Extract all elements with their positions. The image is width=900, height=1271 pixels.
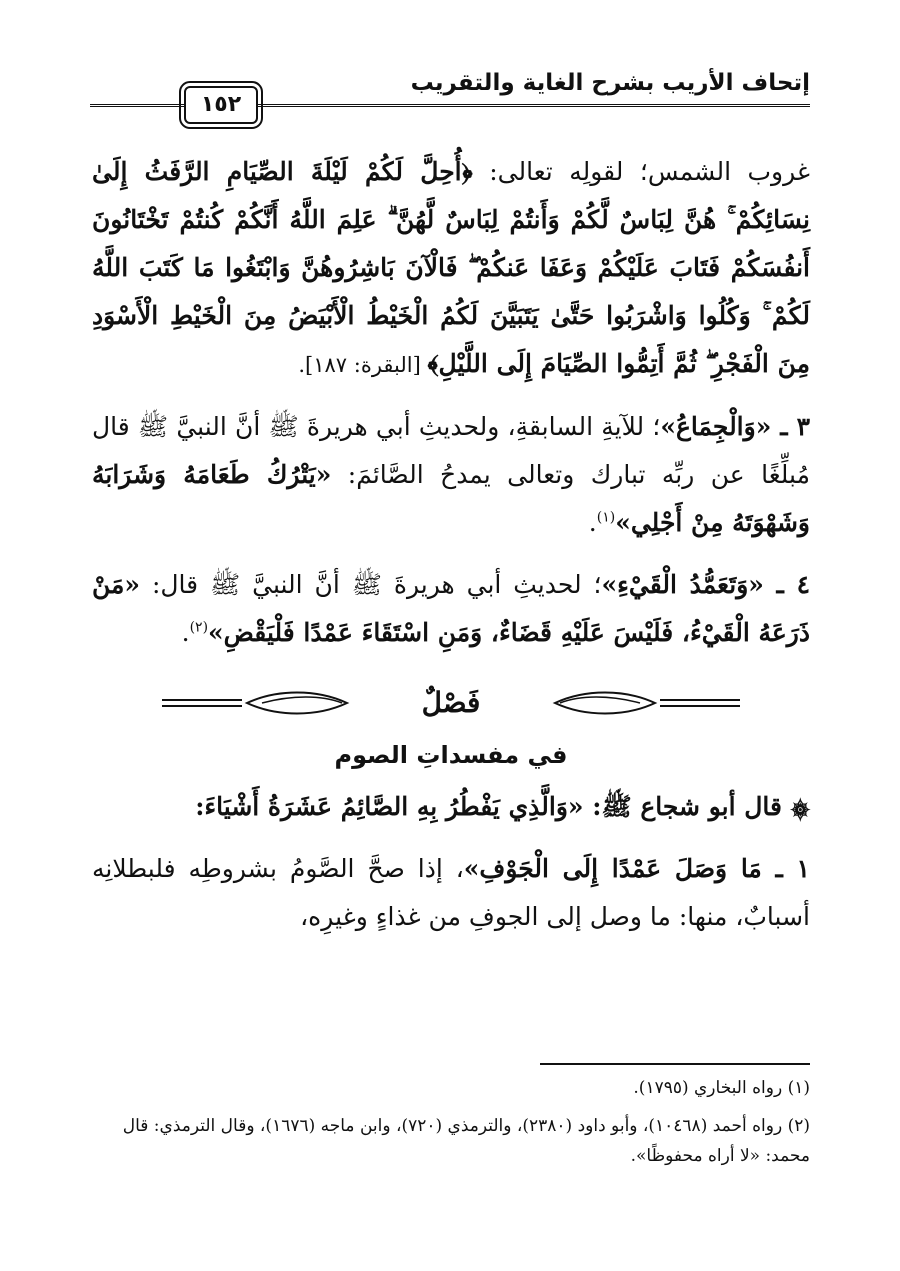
- page-body: [92, 148, 810, 941]
- paragraph-text: ؛ للآيةِ السابقةِ، ولحديثِ أبي هريرةَ ﷺ أنَّ النبيَّ ﷺ قال مُبلِّغًا عن ربِّه تبارك وتعالى يمدحُ الصَّائمَ:: [92, 412, 810, 489]
- footnote-text: رواه أحمد (١٠٤٦٨)، وأبو داود (٢٣٨٠)، والترمذي (٧٢٠)، وابن ماجه (١٦٧٦)، وقال الترمذي: قال محمد: «لا أراه محفوظًا».: [122, 1116, 810, 1166]
- page-header: [90, 62, 810, 122]
- item-heading: ١ ـ مَا وَصَلَ عَمْدًا إِلَى الْجَوْفِ»: [463, 854, 810, 883]
- quran-verse: ﴿أُحِلَّ لَكُمْ لَيْلَةَ الصِّيَامِ الرَّفَثُ إِلَىٰ نِسَائِكُمْ ۚ هُنَّ لِبَاسٌ لَّكُمْ وَأَنتُمْ لِبَاسٌ لَّهُنَّ ۗ عَلِمَ اللَّهُ أَنَّكُمْ كُنتُمْ تَخْتَانُونَ أَنفُسَكُمْ فَتَابَ عَلَيْكُمْ وَعَفَا عَنكُمْ ۖ فَالْآنَ بَاشِرُوهُنَّ وَابْتَغُوا مَا كَتَبَ اللَّهُ لَكُمْ ۚ وَكُلُوا وَاشْرَبُوا حَتَّىٰ يَتَبَيَّنَ لَكُمُ الْخَيْطُ الْأَبْيَضُ مِنَ الْخَيْطِ الْأَسْوَدِ مِنَ الْفَجْرِ ۖ ثُمَّ أَتِمُّوا الصِّيَامَ إِلَى اللَّيْلِ﴾: [92, 157, 810, 378]
- paragraph-matn: [92, 783, 810, 831]
- item-heading: ٣ ـ «وَالْجِمَاعُ»: [660, 412, 810, 441]
- footnotes: [92, 1063, 810, 1171]
- footnote-rule: [540, 1063, 810, 1065]
- verse-reference: [البقرة: ١٨٧].: [298, 353, 428, 377]
- footnote-2: [92, 1111, 810, 1171]
- matn-quote: «وَالَّذِي يَفْطُرُ بِهِ الصَّائِمُ عَشَرَةُ أَشْيَاءَ:: [195, 792, 584, 821]
- matn-lead: ۞ قال أبو شجاع ﷺ:: [583, 792, 810, 821]
- hadith-quote: «مَنْ ذَرَعَهُ الْقَيْءُ، فَلَيْسَ عَلَيْهِ قَضَاءٌ، وَمَنِ اسْتَقَاءَ عَمْدًا فَلْيَقْضِ»: [92, 570, 810, 647]
- footnote-number: (٢): [787, 1116, 810, 1136]
- running-title: إتحاف الأريب بشرح الغاية والتقريب: [410, 70, 810, 96]
- section-divider: [92, 683, 810, 723]
- footnote-text: رواه البخاري (١٧٩٥).: [633, 1078, 783, 1098]
- paragraph-item-1: [92, 845, 810, 941]
- footnote-marker[interactable]: (٢): [189, 619, 209, 636]
- hadith-quote: «يَتْرُكُ طَعَامَهُ وَشَرَابَهُ وَشَهْوَتَهُ مِنْ أَجْلِي»: [92, 460, 810, 537]
- paragraph-text: ؛ لحديثِ أبي هريرةَ ﷺ أنَّ النبيَّ ﷺ قال:: [140, 570, 602, 599]
- footnote-number: (١): [787, 1078, 810, 1098]
- page-number: ١٥٢: [184, 86, 258, 124]
- footnote-1: [92, 1073, 810, 1103]
- item-heading: ٤ ـ «وَتَعَمُّدُ الْقَيْءِ»: [601, 570, 810, 599]
- paragraph-verse: [92, 148, 810, 389]
- paragraph-item-3: ٣ ـ «وَالْجِمَاعُ»؛ للآيةِ السابقةِ، ولحديثِ أبي هريرةَ ﷺ أنَّ النبيَّ ﷺ قال مُبلِّغًا عن ربِّه تبارك وتعالى يمدحُ الصَّائمَ: «يَتْرُكُ طَعَامَهُ وَشَرَابَهُ وَشَهْوَتَهُ مِنْ أَجْلِي»$^{(١)}$.: [92, 412, 810, 537]
- paragraph-item-4: ٤ ـ «وَتَعَمُّدُ الْقَيْءِ»؛ لحديثِ أبي هريرةَ ﷺ أنَّ النبيَّ ﷺ قال: «مَنْ ذَرَعَهُ الْقَيْءُ، فَلَيْسَ عَلَيْهِ قَضَاءٌ، وَمَنِ اسْتَقَاءَ عَمْدًا فَلْيَقْضِ»$^{(٢)}$.: [92, 570, 810, 647]
- footnote-marker[interactable]: (١): [596, 509, 616, 526]
- paragraph-text: ، إذا صحَّ الصَّومُ بشروطِه فلبطلانِه أسبابٌ، منها: ما وصل إلى الجوفِ من غذاءٍ وغيرِه،: [92, 854, 810, 931]
- section-title: في مفسداتِ الصوم: [334, 741, 568, 769]
- divider-label: فَصْلٌ: [421, 686, 481, 719]
- paragraph-text: غروب الشمس؛ لقولِه تعالى:: [472, 157, 810, 186]
